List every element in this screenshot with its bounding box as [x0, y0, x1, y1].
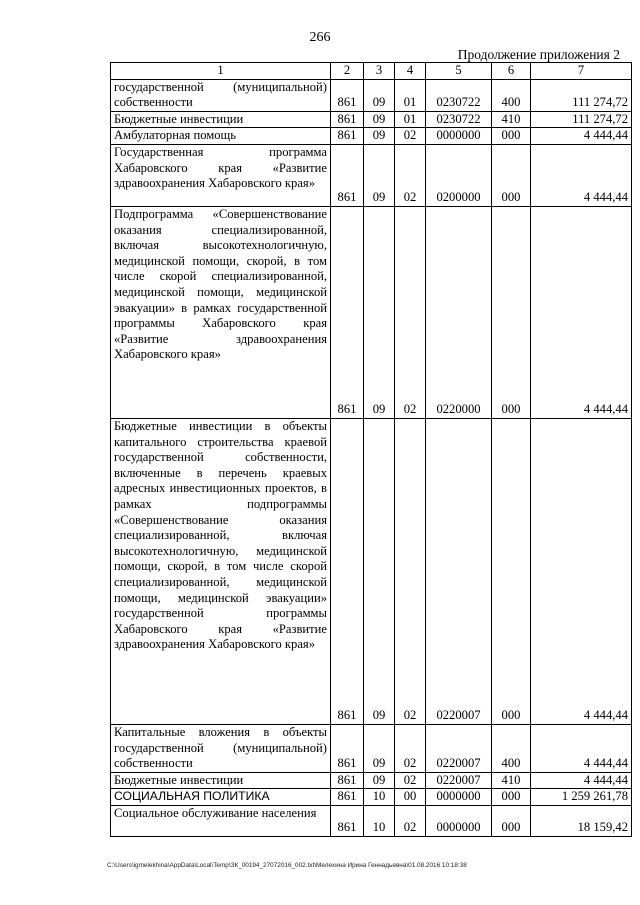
row-code-5: 0220007: [426, 724, 492, 772]
row-code-6: 000: [492, 144, 531, 206]
row-code-6: 000: [492, 418, 531, 724]
table-row: [111, 789, 632, 806]
column-header: 6: [492, 63, 531, 80]
row-code-3: 09: [364, 79, 395, 111]
row-code-2: 861: [331, 805, 364, 836]
row-code-3: 09: [364, 418, 395, 724]
row-code-3: 09: [364, 772, 395, 789]
row-code-5: 0230722: [426, 79, 492, 111]
row-code-2: 861: [331, 418, 364, 724]
row-code-4: 02: [395, 144, 426, 206]
row-code-4: 02: [395, 805, 426, 836]
row-code-2: 861: [331, 789, 364, 806]
row-amount: 1 259 261,78: [531, 789, 632, 806]
row-name: Государственная программа Хабаровского края «Развитие здравоохранения Хабаровского края»: [111, 144, 331, 206]
row-name: Капитальные вложения в объекты государственной (муниципальной) собственности: [111, 724, 331, 772]
row-code-6: 000: [492, 128, 531, 145]
row-name: Амбулаторная помощь: [111, 128, 331, 145]
row-code-4: 00: [395, 789, 426, 806]
column-header: 7: [531, 63, 632, 80]
row-code-6: 000: [492, 805, 531, 836]
row-amount: 4 444,44: [531, 144, 632, 206]
row-code-4: 01: [395, 79, 426, 111]
row-code-5: 0000000: [426, 789, 492, 806]
table-row: [111, 128, 632, 145]
row-code-4: 02: [395, 128, 426, 145]
row-code-4: 02: [395, 418, 426, 724]
row-name: СОЦИАЛЬНАЯ ПОЛИТИКА: [111, 789, 331, 806]
row-code-4: 02: [395, 206, 426, 418]
table-row: [111, 111, 632, 128]
row-code-5: 0200000: [426, 144, 492, 206]
row-name: Подпрограмма «Совершенствование оказания специализированной, включая высокотехнологичную, медицинской помощи, скорой, в том числе скорой специализированной, медицинской помощи, медицинской эвакуации» в рамках государственной программы Хабаровского края «Развитие здравоохранения Хабаровского края»: [111, 206, 331, 418]
table-row: [111, 724, 632, 772]
row-code-5: 0000000: [426, 128, 492, 145]
row-amount: 4 444,44: [531, 418, 632, 724]
table-row: [111, 79, 632, 111]
row-code-5: 0220007: [426, 772, 492, 789]
row-code-5: 0220007: [426, 418, 492, 724]
row-code-2: 861: [331, 128, 364, 145]
budget-table: [110, 62, 632, 837]
row-code-2: 861: [331, 144, 364, 206]
row-code-6: 410: [492, 772, 531, 789]
row-code-3: 09: [364, 724, 395, 772]
row-code-3: 09: [364, 206, 395, 418]
row-code-2: 861: [331, 772, 364, 789]
row-code-6: 000: [492, 206, 531, 418]
row-amount: 4 444,44: [531, 724, 632, 772]
table-row: [111, 144, 632, 206]
row-amount: 4 444,44: [531, 128, 632, 145]
row-code-4: 02: [395, 724, 426, 772]
column-header: 3: [364, 63, 395, 80]
row-code-3: 09: [364, 144, 395, 206]
column-header: 1: [111, 63, 331, 80]
row-code-2: 861: [331, 111, 364, 128]
file-path-footer: C:\Users\igmelekhina\AppData\Local\Temp\ЗК_00194_27072016_002.txt\Мелехина Ирина Геннадьевна\01.08.2016 10:18:38: [107, 862, 467, 869]
row-name: Бюджетные инвестиции в объекты капитального строительства краевой государственной собственности, включенные в перечень краевых адресных инвестиционных проектов, в рамках подпрограммы «Совершенствование оказания специализированной, включая высокотехнологичную, медицинской помощи, скорой, в том числе скорой специализированной, медицинской помощи, медицинской эвакуации» государственной программы Хабаровского края «Развитие здравоохранения Хабаровского края»: [111, 418, 331, 724]
row-code-6: 400: [492, 724, 531, 772]
row-code-2: 861: [331, 79, 364, 111]
table-header-row: [111, 63, 632, 80]
row-name: государственной (муниципальной) собственности: [111, 79, 331, 111]
row-amount: 111 274,72: [531, 111, 632, 128]
row-code-4: 02: [395, 772, 426, 789]
row-code-3: 10: [364, 805, 395, 836]
row-code-2: 861: [331, 724, 364, 772]
row-code-5: 0230722: [426, 111, 492, 128]
row-code-6: 400: [492, 79, 531, 111]
row-amount: 18 159,42: [531, 805, 632, 836]
table-row: [111, 772, 632, 789]
row-name: Бюджетные инвестиции: [111, 111, 331, 128]
row-code-3: 09: [364, 128, 395, 145]
page-number: 266: [309, 30, 331, 45]
row-code-2: 861: [331, 206, 364, 418]
table-row: [111, 418, 632, 724]
row-code-4: 01: [395, 111, 426, 128]
row-name: Бюджетные инвестиции: [111, 772, 331, 789]
table-row: [111, 805, 632, 836]
row-code-5: 0000000: [426, 805, 492, 836]
appendix-caption: Продолжение приложения 2: [457, 47, 620, 62]
row-code-3: 09: [364, 111, 395, 128]
column-header: 2: [331, 63, 364, 80]
table-row: [111, 206, 632, 418]
row-code-6: 000: [492, 789, 531, 806]
row-code-3: 10: [364, 789, 395, 806]
row-code-6: 410: [492, 111, 531, 128]
column-header: 5: [426, 63, 492, 80]
row-amount: 111 274,72: [531, 79, 632, 111]
row-amount: 4 444,44: [531, 772, 632, 789]
column-header: 4: [395, 63, 426, 80]
row-code-5: 0220000: [426, 206, 492, 418]
row-name: Социальное обслуживание населения: [111, 805, 331, 836]
row-amount: 4 444,44: [531, 206, 632, 418]
